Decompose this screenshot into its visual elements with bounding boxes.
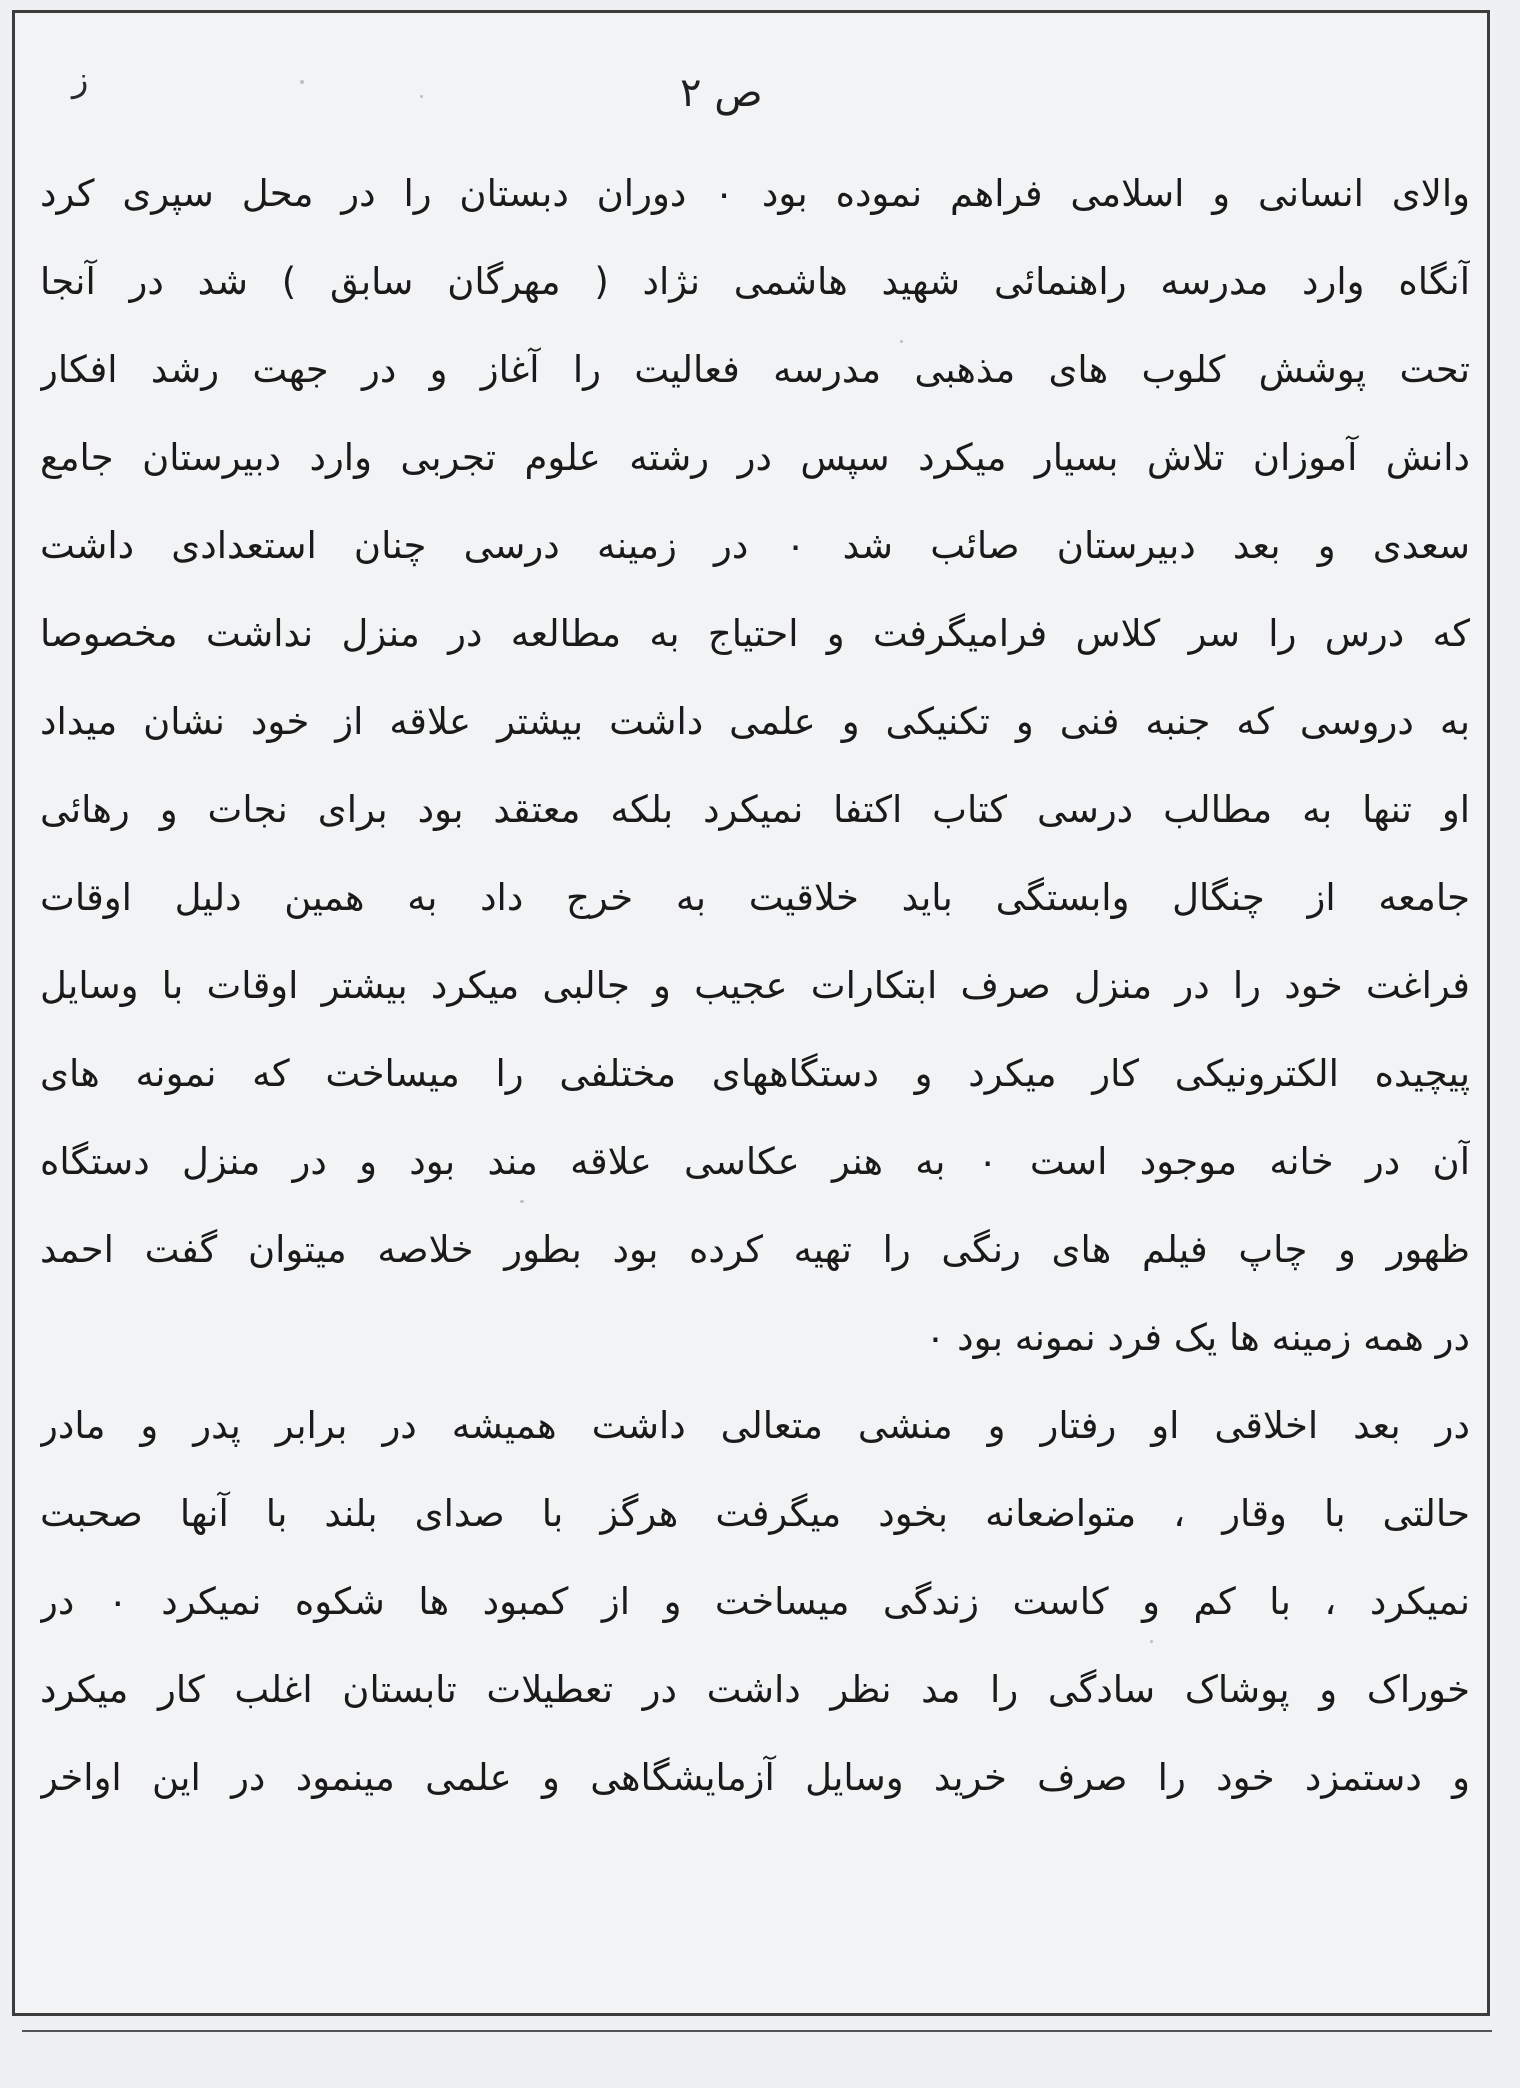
text-line: ظهور و چاپ فیلم های رنگی را تهیه کرده بود بطور خلاصه میتوان گفت احمد <box>40 1228 1470 1271</box>
paper-speck <box>300 80 304 84</box>
corner-mark: ز <box>72 60 89 100</box>
text-line: که درس را سر کلاس فرامیگرفت و احتیاج به مطالعه در منزل نداشت مخصوصا <box>40 612 1470 655</box>
text-line: حالتی با وقار ، متواضعانه بخود میگرفت هرگز با صدای بلند با آنها صحبت <box>40 1492 1470 1535</box>
text-line: خوراک و پوشاک سادگی را مد نظر داشت در تعطیلات تابستان اغلب کار میکرد <box>40 1668 1470 1711</box>
text-line: تحت پوشش کلوب های مذهبی مدرسه فعالیت را آغاز و در جهت رشد افکار <box>40 348 1470 391</box>
text-line: او تنها به مطالب درسی کتاب اکتفا نمیکرد بلکه معتقد بود برای نجات و رهائی <box>40 788 1470 831</box>
text-line: دانش آموزان تلاش بسیار میکرد سپس در رشته علوم تجربی وارد دبیرستان جامع <box>40 436 1470 479</box>
paper-speck <box>420 95 423 98</box>
text-line: آنگاه وارد مدرسه راهنمائی شهید هاشمی نژاد ( مهرگان سابق ) شد در آنجا <box>40 260 1470 303</box>
text-line: جامعه از چنگال وابستگی باید خلاقیت به خرج داد به همین دلیل اوقات <box>40 876 1470 919</box>
text-line: به دروسی که جنبه فنی و تکنیکی و علمی داشت بیشتر علاقه از خود نشان میداد <box>40 700 1470 743</box>
page-number: ص ۲ <box>680 70 763 116</box>
text-line: نمیکرد ، با کم و کاست زندگی میساخت و از کمبود ها شکوه نمیکرد ۰ در <box>40 1580 1470 1623</box>
text-line: در بعد اخلاقی او رفتار و منشی متعالی داشت همیشه در برابر پدر و مادر <box>40 1404 1470 1447</box>
text-line: در همه زمینه ها یک فرد نمونه بود ۰ <box>925 1316 1470 1359</box>
text-line: والای انسانی و اسلامی فراهم نموده بود ۰ دوران دبستان را در محل سپری کرد <box>40 172 1470 215</box>
body-text <box>40 150 1470 1822</box>
text-line: فراغت خود را در منزل صرف ابتکارات عجیب و جالبی میکرد بیشتر اوقات با وسایل <box>40 964 1470 1007</box>
text-line: پیچیده الکترونیکی کار میکرد و دستگاههای مختلفی را میساخت که نمونه های <box>40 1052 1470 1095</box>
bottom-rule <box>22 2030 1492 2032</box>
text-line: سعدی و بعد دبیرستان صائب شد ۰ در زمینه درسی چنان استعدادی داشت <box>40 524 1470 567</box>
text-line: آن در خانه موجود است ۰ به هنر عکاسی علاقه مند بود و در منزل دستگاه <box>40 1140 1470 1183</box>
text-line: و دستمزد خود را صرف خرید وسایل آزمایشگاهی و علمی مینمود در این اواخر <box>40 1756 1470 1799</box>
